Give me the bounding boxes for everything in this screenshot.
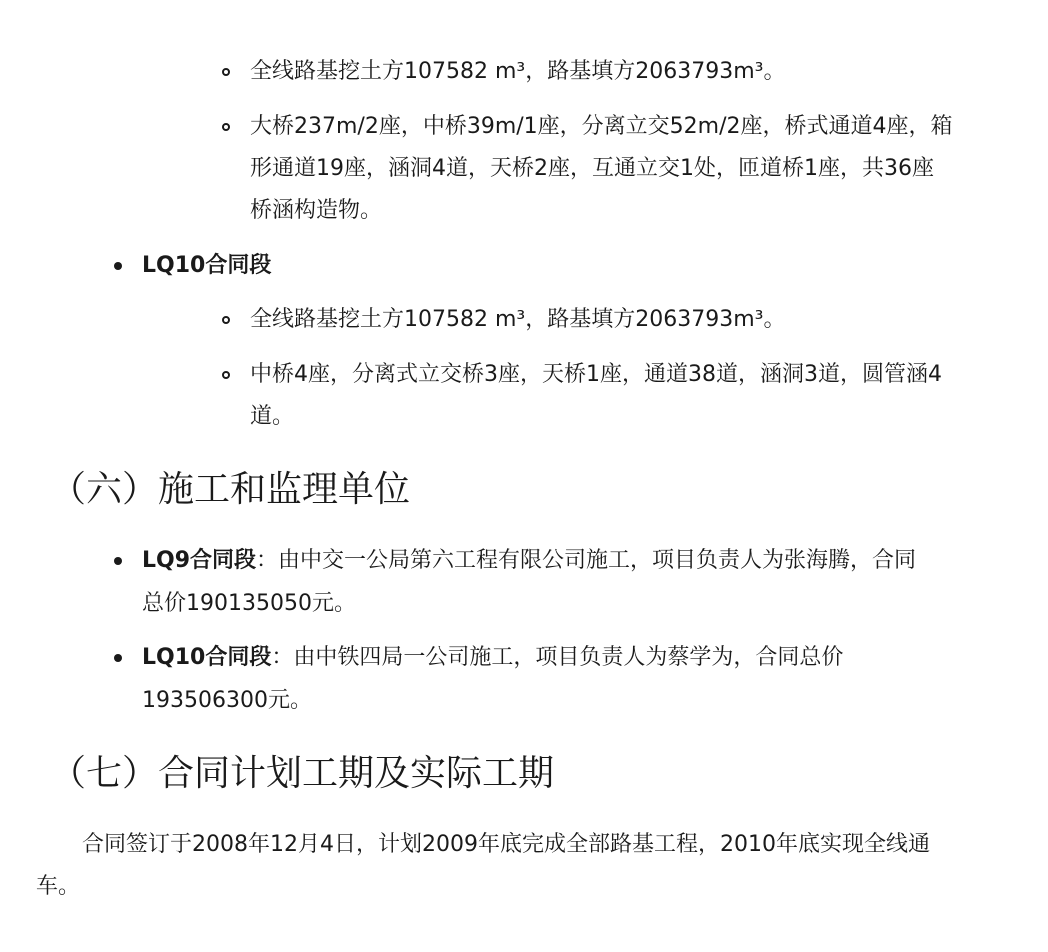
list-item-continuation: 道。 (250, 404, 295, 429)
contract-section-label: LQ9合同段 (142, 548, 257, 573)
list-item-text: ：由中铁四局一公司施工，项目负责人为蔡学为，合同总价 (271, 645, 844, 670)
bullet-icon (114, 262, 122, 270)
sub-bullet-icon (222, 316, 230, 324)
paragraph-continuation: 车。 (36, 874, 81, 899)
list-item-continuation: 桥涵构造物。 (250, 198, 383, 223)
section-heading: （六）施工和监理单位 (50, 469, 411, 510)
section-heading: （七）合同计划工期及实际工期 (50, 753, 555, 794)
bullet-icon (114, 557, 122, 565)
contract-section-label: LQ10合同段 (142, 253, 272, 278)
list-item (142, 547, 916, 575)
list-item: 全线路基挖土方107582 m³，路基填方2063793m³。 (250, 59, 786, 84)
list-item-text: ：由中交一公局第六工程有限公司施工，项目负责人为张海腾，合同 (256, 548, 917, 573)
list-item-continuation: 总价190135050元。 (142, 591, 356, 616)
bullet-icon (114, 654, 122, 662)
list-item: 全线路基挖土方107582 m³，路基填方2063793m³。 (250, 307, 786, 332)
sub-bullet-icon (222, 371, 230, 379)
sub-bullet-icon (222, 123, 230, 131)
list-item-continuation: 193506300元。 (142, 688, 312, 713)
contract-section-label: LQ10合同段 (142, 645, 272, 670)
paragraph: 合同签订于2008年12月4日，计划2009年底完成全部路基工程，2010年底实现全线通 (82, 832, 930, 857)
list-item (142, 644, 843, 672)
list-item: 中桥4座，分离式立交桥3座，天桥1座，通道38道，涵洞3道，圆管涵4 (250, 362, 942, 387)
list-item: 大桥237m/2座，中桥39m/1座，分离立交52m/2座，桥式通道4座，箱 (250, 114, 953, 139)
sub-bullet-icon (222, 68, 230, 76)
list-item-continuation: 形通道19座，涵洞4道，天桥2座，互通立交1处，匝道桥1座，共36座 (250, 156, 934, 181)
